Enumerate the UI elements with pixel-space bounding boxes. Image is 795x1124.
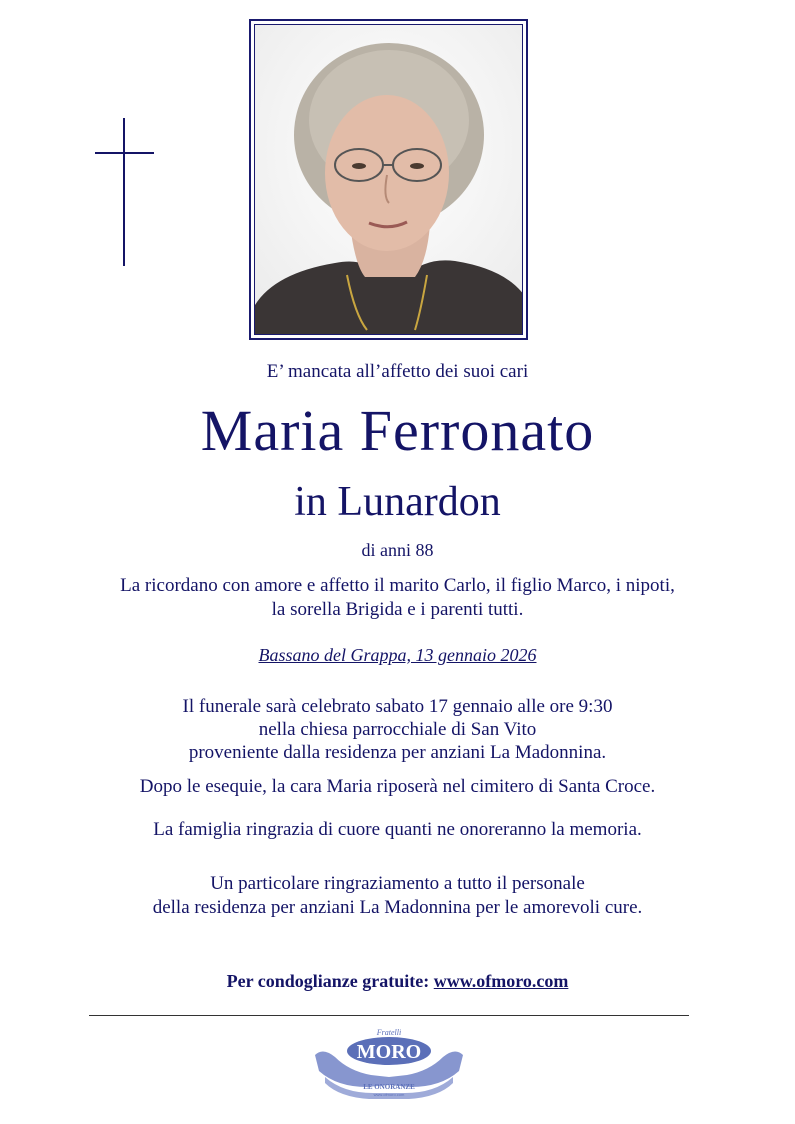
intro-text: E’ mancata all’affetto dei suoi cari — [266, 361, 529, 382]
staff-thanks-line: Un particolare ringraziamento a tutto il personale — [210, 873, 585, 894]
logo-main-text: MORO — [356, 1041, 422, 1063]
funeral-line: Il funerale sarà celebrato sabato 17 gennaio alle ore 9:30 — [182, 696, 613, 717]
remembered-by — [0, 574, 795, 622]
staff-thanks-line: della residenza per anziani La Madonnina per le amorevoli cure. — [152, 897, 643, 918]
condolences-link[interactable]: www.ofmoro.com — [433, 971, 569, 991]
portrait-photo — [254, 24, 523, 335]
logo-top-text: Fratelli — [376, 1028, 402, 1037]
funeral-line: nella chiesa parrocchiale di San Vito — [258, 719, 537, 740]
married-name: in Lunardon — [294, 479, 501, 525]
place-date — [0, 645, 795, 666]
logo-tiny-text: www.ofmoro.com — [373, 1092, 405, 1097]
moro-logo — [313, 1027, 465, 1107]
remembered-by-line: la sorella Brigida e i parenti tutti. — [271, 599, 524, 620]
portrait-illustration — [255, 25, 523, 335]
burial-info: Dopo le esequie, la cara Maria riposerà nel cimitero di Santa Croce. — [139, 776, 656, 797]
place-date-text: Bassano del Grappa, 13 gennaio 2026 — [258, 645, 537, 665]
staff-thanks — [0, 872, 795, 920]
age-text: di anni 88 — [361, 540, 434, 560]
divider — [89, 1015, 689, 1016]
condolences-label: Per condoglianze gratuite: — [226, 971, 430, 991]
logo-bottom-text: LE ONORANZE — [363, 1083, 415, 1091]
deceased-name: Maria Ferronato — [200, 398, 595, 463]
funeral-info — [0, 695, 795, 764]
condolences-line — [0, 971, 795, 992]
remembered-by-line: La ricordano con amore e affetto il marito Carlo, il figlio Marco, i nipoti, — [120, 575, 675, 596]
funeral-line: proveniente dalla residenza per anziani La Madonnina. — [188, 742, 607, 763]
family-thanks: La famiglia ringrazia di cuore quanti ne onoreranno la memoria. — [153, 819, 642, 840]
